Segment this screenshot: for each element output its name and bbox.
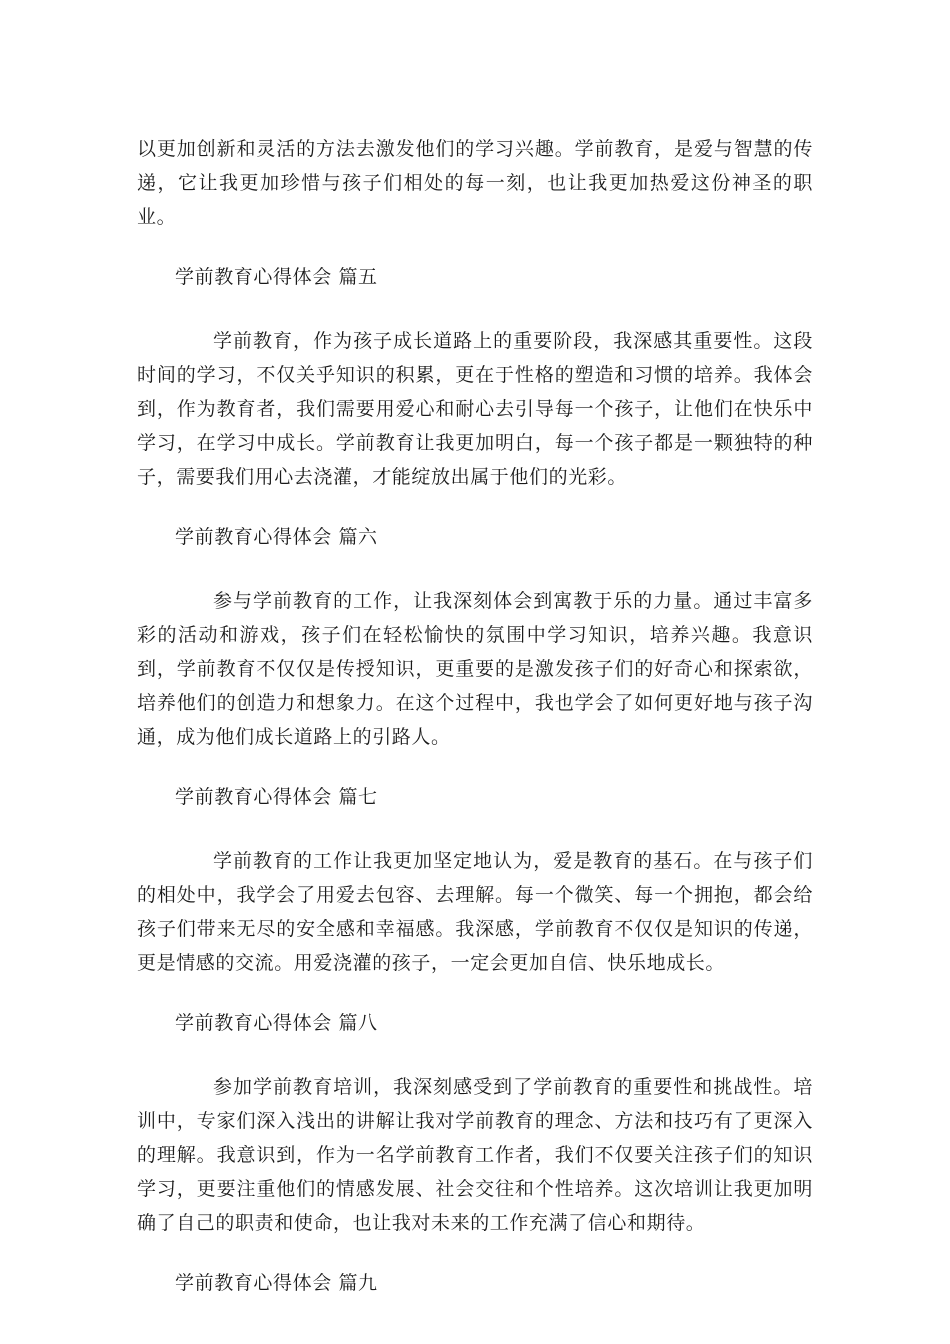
section-heading-6: 学前教育心得体会 篇六 — [175, 526, 378, 548]
paragraph-section-7: 学前教育的工作让我更加坚定地认为，爱是教育的基石。在与孩子们的相处中，我学会了用爱去包容、去理解。每一个微笑、每一个拥抱，都会给孩子们带来无尽的安全感和幸福感。我深感，学前教育不仅仅是知识的传递，更是情感的交流。用爱浇灌的孩子，一定会更加自信、快乐地成长。 — [137, 850, 813, 974]
paragraph-section-6: 参与学前教育的工作，让我深刻体会到寓教于乐的力量。通过丰富多彩的活动和游戏，孩子们在轻松愉快的氛围中学习知识，培养兴趣。我意识到，学前教育不仅仅是传授知识，更重要的是激发孩子们的好奇心和探索欲，培养他们的创造力和想象力。在这个过程中，我也学会了如何更好地与孩子沟通，成为他们成长道路上的引路人。 — [137, 590, 813, 748]
paragraph-intro: 以更加创新和灵活的方法去激发他们的学习兴趣。学前教育，是爱与智慧的传递，它让我更加珍惜与孩子们相处的每一刻，也让我更加热爱这份神圣的职业。 — [137, 138, 813, 228]
section-heading-7: 学前教育心得体会 篇七 — [175, 786, 378, 808]
paragraph-section-8: 参加学前教育培训，我深刻感受到了学前教育的重要性和挑战性。培训中，专家们深入浅出的讲解让我对学前教育的理念、方法和技巧有了更深入的理解。我意识到，作为一名学前教育工作者，我们不仅要关注孩子们的知识学习，更要注重他们的情感发展、社会交往和个性培养。这次培训让我更加明确了自己的职责和使命，也让我对未来的工作充满了信心和期待。 — [137, 1076, 813, 1234]
section-heading-9: 学前教育心得体会 篇九 — [175, 1272, 378, 1294]
paragraph-section-5: 学前教育，作为孩子成长道路上的重要阶段，我深感其重要性。这段时间的学习，不仅关乎知识的积累，更在于性格的塑造和习惯的培养。我体会到，作为教育者，我们需要用爱心和耐心去引导每一个孩子，让他们在快乐中学习，在学习中成长。学前教育让我更加明白，每一个孩子都是一颗独特的种子，需要我们用心去浇灌，才能绽放出属于他们的光彩。 — [137, 330, 813, 488]
section-heading-5: 学前教育心得体会 篇五 — [175, 266, 378, 288]
section-heading-8: 学前教育心得体会 篇八 — [175, 1012, 378, 1034]
document-body — [137, 132, 813, 1330]
